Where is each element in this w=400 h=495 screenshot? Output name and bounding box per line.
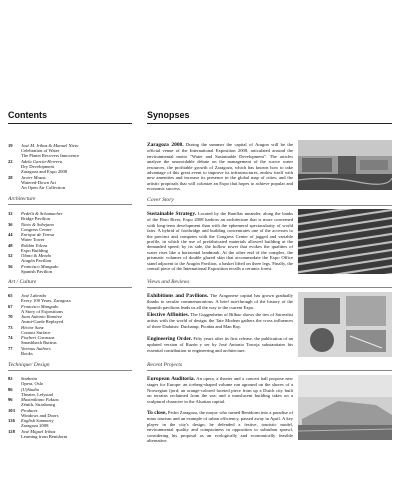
toc-page-number: 56: [8, 263, 13, 269]
contents-heading: Contents: [8, 110, 47, 120]
category-rule: [147, 205, 392, 206]
toc-title: Avant-Garde Replayed: [21, 319, 64, 325]
toc-author: Nieto & Sobejano: [21, 221, 54, 227]
synopsis-text: During the summer the capital of Aragon will be the official venue of the International Exposition 2008, articulated around the environmental motto "Water and Sustainable Development". The articles analyze the unavoidable debate on the management of the scarce water resources, the profitable growth of Zaragoza, which has known how to take advantage of this great event to improve its infrastructures, endow itself with new amenities and increase its presence in the global map of cities; and the artistic proposals that will colonize an Expo that hopes to achieve popular and economic success.: [147, 142, 293, 192]
toc-author: Francisco Mangado: [21, 263, 59, 269]
toc-page-number: 36: [8, 221, 13, 227]
category-cover-story: Cover Story: [147, 197, 174, 203]
toc-author: Products: [21, 407, 38, 413]
toc-author: Snøhetta: [21, 376, 38, 381]
toc-author: Javier Mozas: [21, 175, 46, 180]
toc-subtitle: Zaragoza and Expo 2008: [21, 169, 68, 175]
toc-title: Learning from Benidorm: [21, 433, 68, 439]
category-architecture: Architecture: [8, 196, 36, 202]
synopsis-text: The Aragonese capital has grown gradually thanks to secular commemorations. A brief run-through of the history of the Spanish pavilions leads us all the way to the current Expo.: [147, 293, 293, 310]
toc-page-number: 19: [8, 143, 13, 148]
toc-author: José Laborda: [21, 293, 46, 298]
toc-page-number: 103: [8, 407, 15, 413]
category-rule: [8, 287, 132, 288]
toc-title: Spanish Pavilion: [21, 268, 53, 274]
toc-page-number: 128: [8, 428, 15, 434]
toc-author: Olano & Mendo: [21, 253, 52, 258]
toc-title: Expo Building: [21, 247, 48, 253]
toc-author: Fischeri Carassas: [21, 335, 55, 340]
toc-author: Roldán Toleza: [21, 242, 48, 248]
toc-page-number: 73: [8, 324, 13, 330]
toc-author: Various Authors: [21, 345, 51, 351]
toc-author: José M. Iribas & Manuel Nieto: [21, 143, 79, 148]
category-rule: [147, 370, 392, 371]
toc-title: Zaragoza 2008: [21, 423, 49, 429]
category-rule: [8, 370, 132, 371]
toc-entry[interactable]: [8, 159, 100, 175]
toc-author: English Summary: [21, 418, 54, 423]
thumbnail-opera-image: [298, 375, 392, 440]
toc-page-number: 96: [8, 397, 13, 402]
toc-page-number: 82: [8, 376, 13, 381]
toc-author: Adela García-Herrera: [21, 159, 63, 164]
toc-page-number: 52: [8, 253, 13, 258]
synopsis-exhibitions: [147, 293, 293, 310]
toc-page-number: 70: [8, 314, 13, 319]
synopsis-head: Elective Affinities.: [147, 312, 190, 318]
toc-author: Juan Antonio Ramírez: [21, 314, 62, 319]
toc-page-number: 126: [8, 418, 15, 423]
toc-page-number: 86: [8, 386, 13, 392]
synopsis-sustainable: [147, 211, 293, 271]
toc-page-number: 65: [8, 293, 13, 298]
toc-title: Celebration of Water: [21, 148, 60, 154]
thumbnail-artwork-image: [298, 292, 392, 357]
toc-title: Watered-Down Art: [21, 180, 56, 186]
toc-page-number: 48: [8, 242, 13, 248]
synopsis-text: Pedro Zaragoza, the mayor who turned Benidorm into a paradise of mass tourism and an example of urban efficiency, passed away in April. A key player in the city's design, he defended a festive, touristic model, environmental quality and compactness in opposition to suburban sprawl, considering his proposal as an ecologically and economically feasible alternative.: [147, 410, 293, 444]
category-rule: [147, 287, 392, 288]
toc-author: Héctor Sanz: [21, 324, 44, 330]
synopsis-close: [147, 410, 293, 443]
toc-title: Dry Development: [21, 164, 55, 170]
synopsis-head: Zaragoza 2008.: [147, 142, 184, 148]
synopsis-head: To close,: [147, 410, 167, 416]
synopsis-text: Fifty years after its first release, the publication of an updated version of Razón y ser by José Antonio Torroja substantiates his essential contribution to engineering and architecture.: [147, 336, 293, 353]
synopsis-head: Sustainable Strategy.: [147, 211, 197, 217]
toc-title: Opera, Oslo: [21, 381, 44, 387]
synopsis-text: The Guggenheim of Bilbao shows the ties of Surrealist artists with the world of design; the Tate Modern gathers the cross influences of three Dadaists: Duchamp, Picabia and Man Ray.: [147, 312, 293, 329]
toc-title: Bridge Pavilion: [21, 216, 50, 222]
toc-title: Theater, Lelystad: [21, 391, 53, 397]
toc-subtitle: The Planet Recovers Innocence: [21, 153, 80, 159]
synopses-heading: Synopses: [147, 110, 190, 120]
toc-title: A Story of Expositions: [21, 308, 63, 314]
category-recent-projects: Recent Projects: [147, 362, 183, 368]
toc-title: Contact Surface: [21, 329, 51, 335]
category-art-culture: Art / Culture: [8, 279, 37, 285]
toc-entry[interactable]: [8, 143, 100, 159]
toc-author: José Miguel Iribas: [21, 428, 56, 434]
toc-page-number: 44: [8, 232, 13, 237]
toc-author: Pedelit & Schumacher: [21, 211, 63, 216]
toc-subtitle: An Open Air Collection: [21, 185, 66, 191]
toc-title: Water Tower: [21, 237, 45, 243]
thumbnail-cityscape-image: [298, 140, 392, 190]
toc-title: Smashbach Buttrus: [21, 340, 57, 346]
toc-entry[interactable]: [8, 175, 100, 191]
toc-title: Congress Centre: [21, 226, 52, 232]
category-views-reviews: Views and Reviews: [147, 279, 190, 285]
synopsis-text: An opera, a theater and a concert hall propose new stages for Europe: an iceberg-shaped volume run aground on the shores of a Norwegian fjord; an orange-colored faceted piece from up a Dutch city built on terrains reclaimed from the sea; and a translucent building takes on a sculptural character in the Alsatian capital.: [147, 376, 294, 404]
toc-title: Windows and Doors: [21, 412, 59, 418]
toc-title: Books: [21, 350, 33, 356]
toc-title: Every 100 Years, Zaragoza: [21, 298, 71, 304]
toc-page-number: 77: [8, 345, 13, 351]
category-rule: [8, 204, 132, 205]
toc-title: Aragón Pavilion: [21, 258, 52, 264]
toc-author: (U)Studio: [21, 386, 40, 392]
category-technique: Technique/ Design: [8, 362, 50, 368]
synopsis-zaragoza: [147, 142, 293, 192]
synopses-rule: [147, 123, 392, 124]
toc-title: Zénith, Strasbourg: [21, 402, 56, 408]
synopsis-engineering: [147, 336, 293, 353]
synopsis-head: Engineering Order.: [147, 336, 192, 342]
synopsis-head: Exhibitions and Pavilions.: [147, 293, 209, 299]
toc-page-number: 22: [8, 159, 13, 164]
synopsis-european: [147, 376, 293, 404]
contents-rule: [8, 123, 132, 124]
toc-page-number: 28: [8, 175, 13, 180]
toc-author: Enrique de Teresa: [21, 232, 55, 237]
toc-author: Maximiliano Fuksas: [21, 397, 59, 402]
thumbnail-facade-image: [298, 209, 392, 274]
toc-page-number: 74: [8, 335, 13, 340]
toc-author: Francisco Mangado: [21, 303, 59, 309]
synopsis-text: Located by the Ranillas meander, along the banks of the Ebro River, Expo 2008 harbors an architecture that is more concerned with long-term development than with the ephemeral spectacularity of world fairs. A hybrid of footbridge and building concentrates one of the accesses to the precinct and competes with the Congress Center of jagged and variable profile, in which the use of prefabricated materials allowed building at the demanded speed; by its side, the hollow tower that evokes the qualities of water rises like a horizontal landmark. At the other end of the complex, the prismatic volumes of double glazed skin that accommodate the Expo Office stand adjacent to the Aragón Pavilion, a basket lifted on three legs. Finally, the central piece of the International Exposition recalls a ceramic forest.: [147, 211, 294, 272]
synopsis-head: European Auditoria.: [147, 376, 195, 382]
synopsis-elective: [147, 312, 293, 329]
toc-page-number: 32: [8, 211, 13, 216]
toc-page-number: 67: [8, 303, 13, 309]
